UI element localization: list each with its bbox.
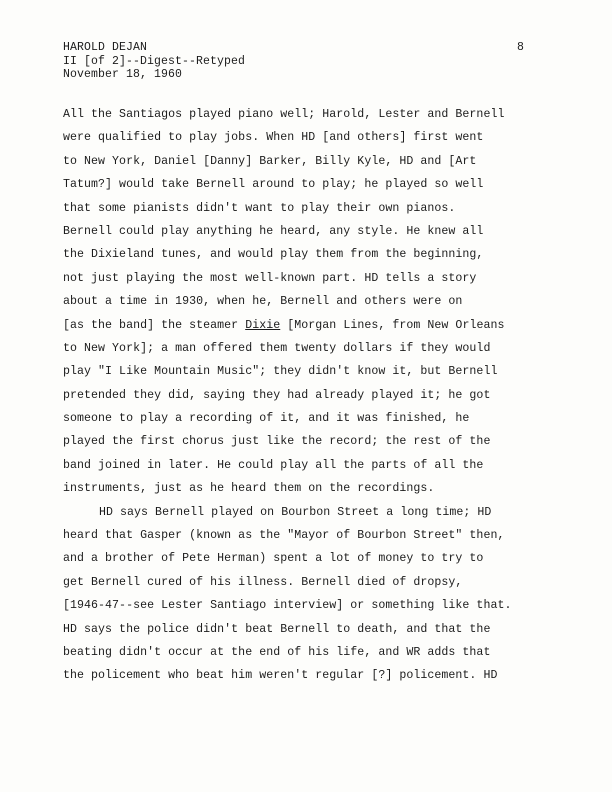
text-line: pretended they did, saying they had already played it; he got — [63, 388, 491, 402]
text-line: get Bernell cured of his illness. Bernell died of dropsy, — [63, 575, 463, 589]
text-line: heard that Gasper (known as the "Mayor of Bourbon Street" then, — [63, 529, 505, 543]
header-name: HAROLD DEJAN — [63, 41, 148, 54]
text-line: play "I Like Mountain Music"; they didn't know it, but Bernell — [63, 365, 498, 379]
page-number: 8 — [517, 41, 524, 54]
text-line: band joined in later. He could play all the parts of all the — [63, 458, 484, 472]
text-segment: [Morgan Lines, from New Orleans — [280, 318, 505, 332]
text-line: to New York, Daniel [Danny] Barker, Billy Kyle, HD and [Art — [63, 154, 477, 168]
document-header — [63, 41, 245, 82]
text-line: HD says the police didn't beat Bernell to death, and that the — [63, 622, 491, 636]
text-line: the policement who beat him weren't regular [?] policement. HD — [63, 669, 498, 683]
text-line: to New York]; a man offered them twenty dollars if they would — [63, 341, 491, 355]
text-segment: HD says Bernell played on Bourbon Street a long time; HD — [99, 505, 492, 519]
underlined-ship-name: Dixie — [245, 318, 281, 332]
text-line — [63, 314, 583, 337]
header-date: November 18, 1960 — [63, 68, 183, 81]
text-line: about a time in 1930, when he, Bernell and others were on — [63, 295, 463, 309]
text-line — [63, 501, 583, 524]
header-part: II [of 2]--Digest--Retyped — [63, 54, 246, 68]
text-line: someone to play a recording of it, and it was finished, he — [63, 412, 470, 426]
text-line: that some pianists didn't want to play their own pianos. — [63, 201, 456, 215]
text-line: were qualified to play jobs. When HD [and others] first went — [63, 131, 484, 145]
text-line: played the first chorus just like the record; the rest of the — [63, 435, 491, 449]
text-line: beating didn't occur at the end of his life, and WR adds that — [63, 645, 491, 659]
text-line: the Dixieland tunes, and would play them from the beginning, — [63, 248, 484, 262]
document-body — [63, 103, 583, 688]
text-line: not just playing the most well-known part. HD tells a story — [63, 271, 477, 285]
text-line: instruments, just as he heard them on the recordings. — [63, 482, 435, 496]
text-line: All the Santiagos played piano well; Harold, Lester and Bernell — [63, 108, 505, 121]
text-segment: [as the band] the steamer — [63, 318, 246, 332]
text-line: Tatum?] would take Bernell around to play; he played so well — [63, 178, 484, 192]
text-line: [1946-47--see Lester Santiago interview] or something like that. — [63, 599, 512, 613]
text-line: and a brother of Pete Herman) spent a lot of money to try to — [63, 552, 484, 566]
text-line: Bernell could play anything he heard, any style. He knew all — [63, 224, 484, 238]
